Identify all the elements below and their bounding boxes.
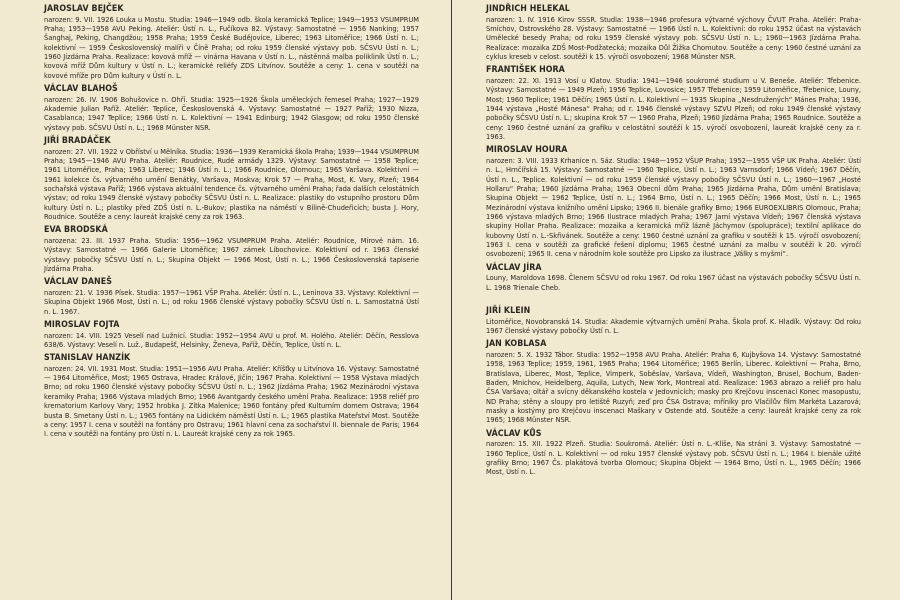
column-divider bbox=[451, 0, 452, 600]
artist-name: JINDŘICH HELEKAL bbox=[486, 4, 570, 14]
artist-entry bbox=[44, 225, 419, 273]
artist-entry bbox=[486, 339, 861, 424]
artist-name: STANISLAV HANZÍK bbox=[44, 353, 131, 364]
artist-name: JAROSLAV BEJČEK bbox=[44, 4, 124, 14]
artist-bio: narozen: 9. VII. 1926 Louka u Mostu. Studia: 1946—1949 odb. škola keramická Teplice; 1949—1953 VSUMPRUM Praha; 1953—1958 AVU Peking. Ateliér: Ústí n. L., Fučíkova 82. Výstavy: Samostatné — 1956 Nanking; 1957 Šanghaj, Peking, Changdžou; 1958 Praha; 1959 České Budějovice, Liberec; 1963 Litoměřice; 1966 Ústí n. L.; kolektivní — 1959 Československý malíři v Číně Praha; od roku 1959 členské výstavy pob. SČSVU Ústí n. L.; 1960 Jízdárna Praha. Realizace: kovová mříž — vinárna Havana v Ústí n. L., nástěnná malba polikliník Ústí n. L.; kovová mříž Dům kultury v Ústí n. L.; keramické reliéfy ZDS Litvínov. Soutěže a ceny: 1. cena v soutěži na kovové mříže pro Dům kultury v Ústí n. L. bbox=[44, 14, 419, 80]
artist-entry bbox=[486, 4, 861, 61]
artist-name: JIŘÍ BRADÁČEK bbox=[44, 135, 111, 146]
artist-entry bbox=[486, 263, 861, 292]
artist-bio: Litoměřice, Novobranská 14. Studia: Akademie výtvarných umění Praha. Škola prof. K. Hladík. Výstavy: Od roku 1967 členské výstavy pobočky Ústí n. L. bbox=[486, 316, 861, 335]
artist-entry bbox=[44, 4, 419, 80]
artist-bio: narozen: 22. XI. 1913 Vosí u Klatov. Studia: 1941—1946 soukromé studium u V. Beneše. Ateliér: Třebenice. Výstavy: Samostatné — 1949 Plzeň; 1956 Teplice, Lovosice; 1957 Třebenice; 1959 Litoměřice, Třebenice, Louny, Most; 1960 Teplice; 1961 Děčín; 1965 Ústí n. L. Kolektivní — 1935 Skupina „Nesdružených“ Mánes Praha; 1936, 1944 výstava „Hosté Mánesa“ Praha; od r. 1946 členské výstavy SZVU Plzeň; od roku 1949 členské výstavy pobočky SČSVU Ústí n. L.; skupina Krok 57 — 1960 Praha, Plzeň; 1960 Jízdárna Praha; 1965 Roudnice. Soutěže a ceny: 1960 čestné uznání za grafiku v celostátní soutěži k 15. výročí osvobození, laureát krajské ceny za r. 1963. bbox=[486, 75, 861, 141]
artist-bio: narozen: 27. VII. 1922 v Obříství u Mělníka. Studia: 1936—1939 Keramická škola Praha; 1939—1944 VSUMPRUM Praha; 1945—1946 AVU Praha. Ateliér: Roudnice, Rudé armády 1329. Výstavy: Samostatné — 1958 Teplice; 1961 Litoměřice, Praha; 1963 Liberec; 1946 Ústí n. L.; 1966 Roudnice, Olomouc; 1965 Varšava. Kolektivní — 1961 kolekce čs. výtvarného umění Benátky, Varšava, Moskva; Krok 57 — Praha, Most, K. Vary, Plzeň; 1964 sochařská výstava Paříž; 1966 výstava aktuální tendence čs. výtvarného umění Praha; řada dalších celostátních výstav; od roku 1949 členské výstavy pobočky SČSVU Ústí n. L. Realizace: plastiky do vstupního prostoru Dům kultury Ústí n. L.; plastiky před ZDŠ Ústí n. L.-Bukov; plastika na náměstí v Bílině-Chudeřicích; busta J. Hory, Roudnice. Soutěže a ceny: laureát krajské ceny za rok 1963. bbox=[44, 146, 419, 221]
artist-bio: narozen: 3. VIII. 1933 Krhanice n. Sáz. Studia: 1948—1952 VŠUP Praha; 1952—1955 VŠP UK Praha. Ateliér: Ústí n. L., Hrnčířská 15. Výstavy: Samostatné — 1960 Teplice, Ústí n. L.; 1963 Varnsdorf; 1966 Vídeň; 1967 Děčín, Ústí n. L., Teplice. Kolektivní — od roku 1959 členské výstavy pobočky SČSVU Ústí n. L.; 1960—1967 „Hosté Hollaru“ Praha; 1960 Jízdárna Praha; 1963 Obecní dům Praha; 1965 Jízdárna Praha, Dům umění Bratislava; Skupina Objekt — 1962 Teplice, Ústí n. L.; 1964 Brno, Ústí n. L.; 1965 Děčín; 1966 Most, Ústí n. L.; 1965 Mezinárodní výstava knižního umění Lipsko; 1966 II. bienále grafiky Brno; 1966 EUROEXLIBRIS Olomouc, Praha; 1966 výstava mladých Brno; 1966 Ilustrace mladých Praha; 1967 Jarní výstava Vídeň; 1967 členská výstava skupiny Hollar Praha. Realizace: mozaika a keramická mříž lázně Jáchymov (spolupráce); textilní aplikace do kubovny Ústí n. L.-Skřivánek. Soutěže a ceny: 1960 čestné uznání za grafiku v soutěži k 15. výročí osvobození; 1963 I. cena v soutěži za grafické řešení diplomu; 1965 čestné uznání za malbu v soutěži k 20. výročí osvobození; 1965 II. cena v národním kole soutěže pro Lipsko za ilustrace „Války s myšmi“. bbox=[486, 155, 861, 259]
artist-entry bbox=[486, 306, 861, 335]
artist-bio: narozen: 14. VIII. 1925 Veselí nad Lužnicí. Studia: 1952—1954 AVU u prof. M. Holého. Ateliér: Děčín, Resslova 638/6. Výstavy: Veselí n. Luž., Budapešť, Helsinky, Ženeva, Paříž, Děčín, Teplice, Ústí n. L. bbox=[44, 330, 419, 349]
artist-entry bbox=[44, 84, 419, 132]
artist-bio: narozen: 26. IV. 1906 Bohušovice n. Ohří. Studia: 1925—1926 Škola uměleckých řemesel Praha; 1927—1929 Akademie Julian Paříž. Ateliér: Teplice, Československá 4. Výstavy: Samostatné — 1927 Paříž; 1930 Nizza, Casablanca; 1947 Teplice; 1966 Ústí n. L. Kolektivní — 1941 Edinburg; 1942 Glasgow; od roku 1950 členské výstavy pob. SČSVU Ústí n. L.; 1968 Münster NSR. bbox=[44, 94, 419, 132]
artist-bio: narozena: 23. III. 1937 Praha. Studia: 1956—1962 VSUMPRUM Praha. Ateliér: Roudnice, Mírové nám. 16. Výstavy: Samostatné — 1966 Galerie Litoměřice; 1967 zámek Libochovice. Kolektivní od r. 1963 členské výstavy pobočky SČSVU Ústí n. L.; Skupina Objekt — 1966 Most, Ústí n. L.; 1966 Československá tapiserie Jízdárna Praha. bbox=[44, 235, 419, 273]
artist-name: JAN KOBLASA bbox=[486, 339, 547, 350]
artist-bio: narozen: 21. V. 1936 Písek. Studia: 1957—1961 VŠP Praha. Ateliér: Ústí n. L., Leninova 33. Výstavy: Kolektivní — Skupina Objekt 1966 Most, Ústí n. L.; od roku 1966 členské výstavy pobočky SČSVU Ústí n. L. Samostatná Ústí n. L. 1967. bbox=[44, 287, 419, 316]
artist-bio: narozen: 1. IV. 1916 Kirov SSSR. Studia: 1938—1946 profesura výtvarné výchovy ČVUT Praha. Ateliér: Praha-Smíchov, Ostrovského 28. Výstavy: Samostatné — 1966 Ústí n. L. Kolektivní: do roku 1952 účast na výstavách Umělecké besedy Praha; od roku 1959 členské výstavy pob. SČSVU Ústí n. L.; 1960—1963 Jízdárna Praha. Realizace: mozaika ZDŠ Most-Podžatecká; mozaika Důl Žižka Chomutov. Soutěže a ceny: 1960 čestné uznání za cyklus kreseb v celost. soutěži k 15. výročí osvobození; 1968 Münster NSR. bbox=[486, 14, 861, 61]
artist-bio: Louny, Maroldova 1698. Členem SČSVU od roku 1967. Od roku 1967 účast na výstavách pobočky SČSVU Ústí n. L. 1968 Trienale Cheb. bbox=[486, 273, 861, 292]
artist-name: FRANTIŠEK HORA bbox=[486, 65, 565, 76]
right-column bbox=[486, 4, 861, 481]
artist-name: MIROSLAV HOURA bbox=[486, 145, 568, 156]
artist-name: VÁCLAV DANEŠ bbox=[44, 277, 112, 288]
artist-name: VÁCLAV KŮS bbox=[486, 428, 542, 439]
artist-bio: narozen: 5. X. 1932 Tábor. Studia: 1952—1958 AVU Praha. Ateliér: Praha 6, Kujbyšova 14. Výstavy: Samostatné 1958, 1963 Teplice; 1959, 1961, 1965 Praha; 1964 Litoměřice; 1965 Berlín, Liberec. Kolektivní — Praha, Brno, Bratislava, Liberec, Most, Teplice, Vimperk, Soběslav, Varšava, Vídeň, Washington, Brusel, Bochum, Baden-Baden, Mnichov, Heidelberg, Aquila, Lutych, New York, Montreal atd. Realizace: 1963 abrazo a reliéf pro halu ČSA Varšava; oltář a svícny děkanského kostela v Jedovnicích; masky pro Krejčovu inscenaci Konec masopustu, ND Praha; stěny a sloupy pro letiště Ruzyň; zeď pro ČSA Ostrava; mříníky pro Vlačilův film Markéta Lazarová; masky a kostýmy pro Krejčovu inscenaci Maškary v Ostende atd. Soutěže a ceny: laureát krajské ceny za rok 1965; 1968 Münster NSR. bbox=[486, 349, 861, 425]
artist-name: VÁCLAV JÍRA bbox=[486, 262, 542, 273]
artist-bio: narozen: 24. VII. 1931 Most. Studia: 1951—1956 AVU Praha. Ateliér: Kříšťky u Litvínova 16. Výstavy: Samostatné — 1964 Litoměřice, Most; 1965 Ostrava, Hradec Králové, Jičín; 1967 Praha. Kolektivní — 1958 Výstava mladých Brno; od roku 1960 členské výstavy pobočky SČSVU Ústí n. L.; 1962 Jízdárna Praha; 1962 Mezinárodní výstava keramiky Praha; 1966 Výstava mladých Brno; 1966 Avantgardy českého umění Praha. Realizace: 1958 reliéf pro krematorium Karlovy Vary; 1952 hrobka J. Zítka Malenice; 1960 fontány před Kulturním domem Ostrava; 1964 busta B. Smetany Ústí n. L.; 1965 fontány na Lidickém náměstí Ústí n. L.; 1965 plastika Mateřství Most. Soutěže a ceny: 1957 I. cena v soutěži na fontány pro Ostravu; 1961 hlavní cena za sochařství II. biennale de Paris; 1964 I. cena v soutěži na fontány pro Ústí n. L. Laureát krajské ceny za rok 1965. bbox=[44, 363, 419, 439]
artist-name: EVA BRODSKÁ bbox=[44, 225, 108, 236]
artist-entry bbox=[44, 277, 419, 316]
left-column bbox=[44, 4, 419, 443]
artist-name: VÁCLAV BLAHOŠ bbox=[44, 84, 118, 94]
artist-entry bbox=[44, 353, 419, 438]
artist-name: JIŘÍ KLEIN bbox=[486, 305, 531, 316]
artist-entry bbox=[44, 136, 419, 221]
artist-name: MIROSLAV FOJTA bbox=[44, 319, 120, 330]
artist-bio: narozen: 15. XII. 1922 Plzeň. Studia: Soukromá. Ateliér: Ústí n. L.-Klíše, Na stráni 3. Výstavy: Samostatné — 1960 Teplice, Ústí n. L. Kolektivní — od roku 1957 členské výstavy pob. SČSVU Ústí n. L.; 1964 I. bienále užité grafiky Brno; 1967 Čs. plakátová tvorba Olomouc; Skupina Objekt — 1964 Brno, Ústí n. L., 1965 Děčín; 1966 Most, Ústí n. L. bbox=[486, 439, 861, 477]
artist-entry bbox=[486, 65, 861, 141]
artist-entry bbox=[486, 145, 861, 258]
artist-entry bbox=[486, 429, 861, 477]
artist-entry bbox=[44, 320, 419, 349]
